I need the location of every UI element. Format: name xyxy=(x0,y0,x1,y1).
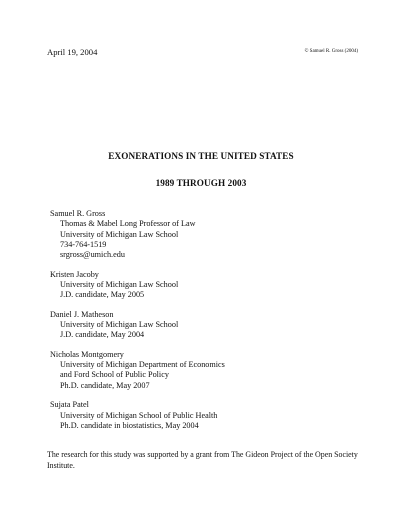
author-email: srgross@umich.edu xyxy=(60,250,125,260)
author-block xyxy=(50,350,380,391)
author-affiliation: University of Michigan Law School xyxy=(60,279,179,289)
author-name: Samuel R. Gross xyxy=(50,209,106,218)
author-block xyxy=(50,400,380,431)
author-degree: J.D. candidate, May 2005 xyxy=(60,290,145,300)
author-name: Nicholas Montgomery xyxy=(50,349,124,359)
author-title: Thomas & Mabel Long Professor of Law xyxy=(60,219,196,229)
document-date: April 19, 2004 xyxy=(47,47,98,57)
document-title: EXONERATIONS IN THE UNITED STATES xyxy=(108,151,294,161)
author-block xyxy=(50,270,380,301)
author-affiliation: and Ford School of Public Policy xyxy=(60,370,169,380)
author-degree: Ph.D. candidate, May 2007 xyxy=(60,380,150,390)
document-subtitle: 1989 THROUGH 2003 xyxy=(155,178,247,188)
copyright-notice: © Samuel R. Gross (2004) xyxy=(304,49,358,54)
author-phone: 734-764-1519 xyxy=(60,239,107,249)
author-name: Kristen Jacoby xyxy=(50,269,99,279)
author-affiliation: University of Michigan Law School xyxy=(60,320,179,330)
author-block xyxy=(50,209,380,260)
author-affiliation: University of Michigan Law School xyxy=(60,229,179,239)
author-affiliation: University of Michigan School of Public Health xyxy=(60,410,218,420)
acknowledgement-text: The research for this study was supported by a grant from The Gideon Project of the Open Society Institute. xyxy=(47,450,358,470)
author-affiliation: University of Michigan Department of Economics xyxy=(60,360,225,370)
author-degree: Ph.D. candidate in biostatistics, May 2004 xyxy=(60,420,199,430)
author-block xyxy=(50,310,380,341)
author-degree: J.D. candidate, May 2004 xyxy=(60,330,145,340)
author-name: Daniel J. Matheson xyxy=(50,309,114,319)
author-name: Sujata Patel xyxy=(50,400,89,410)
author-list xyxy=(50,209,380,440)
